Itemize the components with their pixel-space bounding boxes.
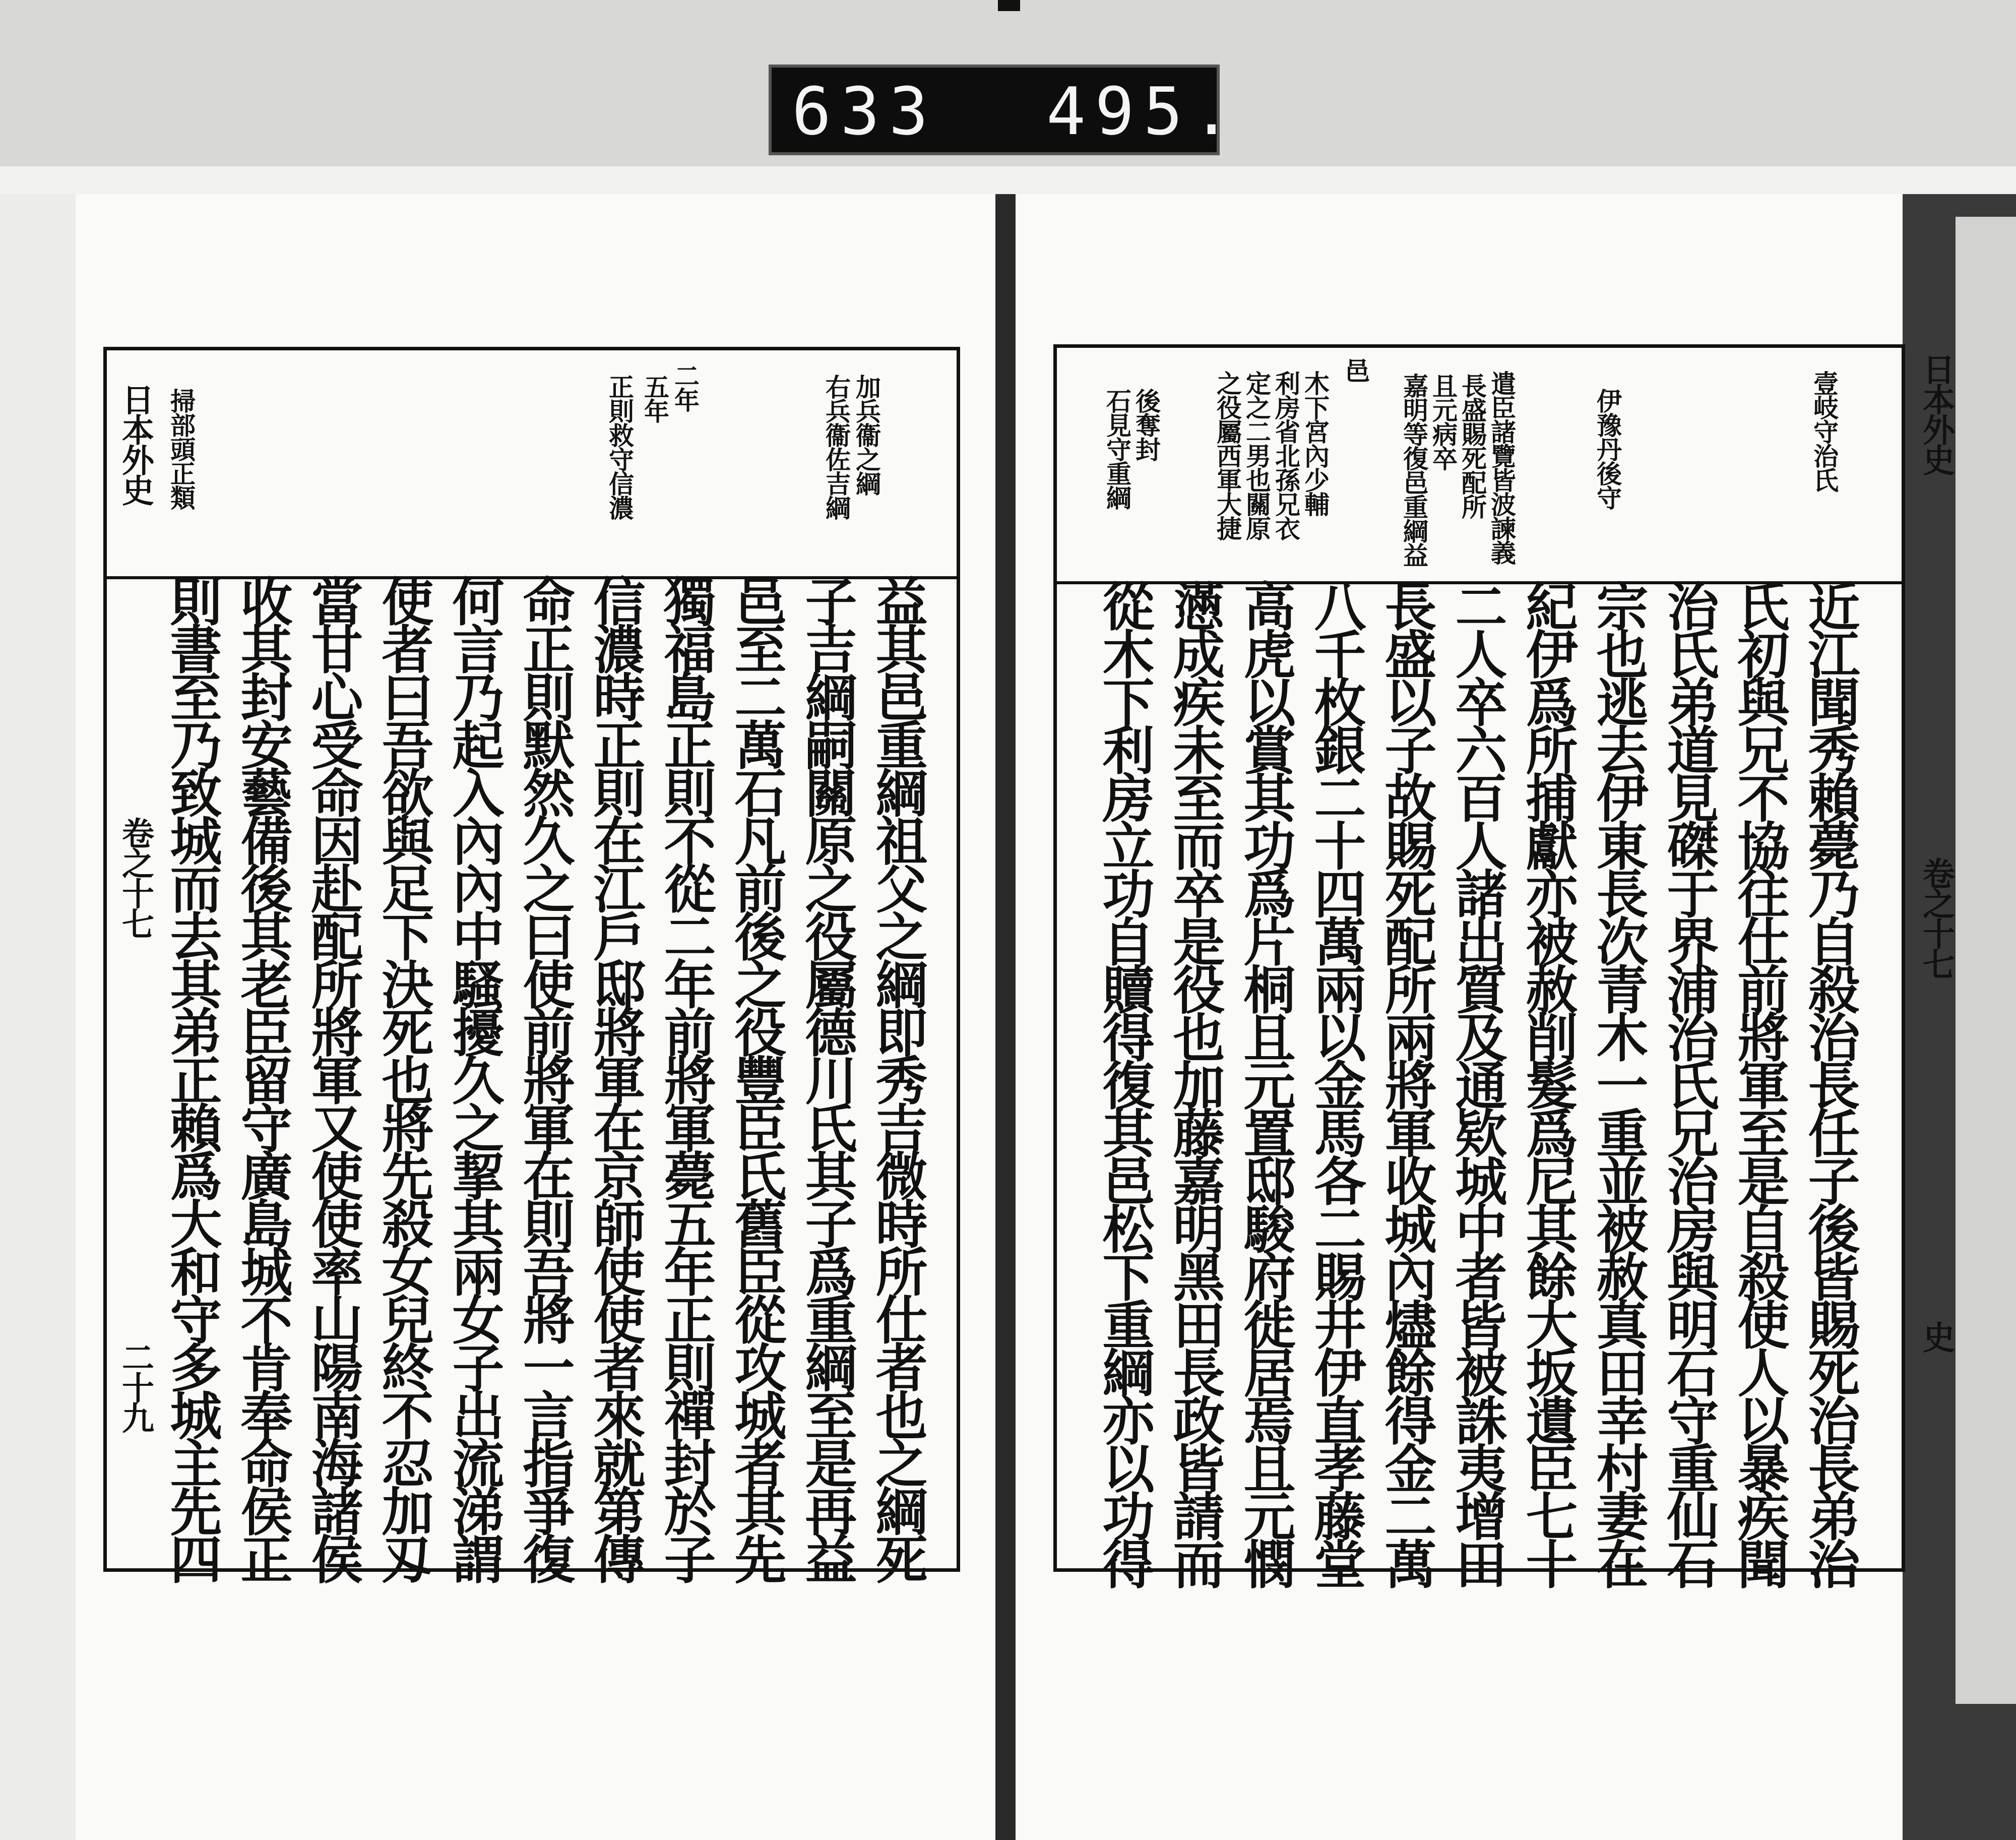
left-column-3: 邑至二萬石凡前後之役豐臣氏舊臣從攻城者其先	[726, 575, 787, 1580]
right-note-8: 木下宮內少輔	[1300, 371, 1330, 516]
left-margin-title: 日本外史	[116, 383, 154, 504]
right-margin-fold-mark: 史	[1917, 1321, 1955, 1351]
right-column-10: 懣成疾未至而卒是役也加藤嘉明黑田長政皆請而	[1164, 580, 1225, 1585]
archive-number-right: 495.	[1046, 73, 1241, 150]
left-book-edge	[0, 194, 76, 1840]
right-column-1: 近江聞秀賴薨乃自殺治長任子後皆賜死治長弟治	[1799, 580, 1860, 1585]
right-margin-volume: 卷之十七	[1917, 857, 1955, 978]
left-note-2: 右兵衞佐吉綱	[822, 374, 851, 519]
left-column-10: 收其封安藝備後其老臣留守廣島城不肯奉命侯正	[232, 575, 293, 1580]
right-note-1: 壹岐守治氏	[1809, 371, 1839, 492]
left-note-1: 加兵衞之綱	[852, 374, 881, 495]
left-column-9: 當甘心受命因赴配所將軍又使使率山陽南海諸侯	[302, 575, 363, 1580]
left-column-8: 使者曰吾欲與足下決死也將先殺女兒終不忍加刄	[373, 575, 434, 1580]
right-note-7: 邑	[1341, 358, 1370, 382]
right-column-9: 高虎以賞其功爲片桐且元置邸駿府徙居焉且元憫	[1235, 580, 1296, 1585]
right-note-12: 後奪封	[1131, 388, 1161, 461]
right-column-8: 八千枚銀二十四萬兩以金馬各二賜井伊直孝藤堂	[1305, 580, 1366, 1585]
left-margin-volume: 卷之十七	[116, 817, 154, 938]
right-column-2: 氏初與兄不協往仕前將軍至是自殺使人以暴疾聞	[1729, 580, 1790, 1585]
archive-number-left: 633	[792, 73, 937, 150]
right-note-10: 定之二男也關原	[1242, 371, 1272, 540]
left-column-6: 命正則默然久之曰使前將軍在則吾將一言指爭復	[514, 575, 575, 1580]
right-column-11: 從木下利房立功自贖得復其邑松下重綱亦以功得	[1094, 580, 1155, 1585]
right-column-7: 長盛以子故賜死配所兩將軍收城內燼餘得金二萬	[1376, 580, 1437, 1585]
left-column-2: 子吉綱嗣關原之役屬德川氏其子爲重綱至是再益	[796, 575, 857, 1580]
right-book-edge-paper	[1956, 217, 2016, 1704]
right-note-4: 長盛賜死配所	[1458, 373, 1487, 518]
right-column-6: 二人卒六百人諸出質及通欵城中者皆被誅夷增田	[1446, 580, 1507, 1585]
right-note-3: 遣臣諸覽皆波諫義	[1487, 371, 1517, 564]
right-column-3: 治氏弟道見磔于界浦治氏兄治房與明石守重仙石	[1658, 580, 1719, 1585]
right-column-4: 宗也逃去伊東長次青木一重並被赦真田幸村妻在	[1588, 580, 1649, 1585]
left-column-5: 信濃時正則在江戶邸將軍在京師使使者來就第傳	[585, 575, 646, 1580]
spine-marker	[998, 0, 1020, 11]
left-note-4: 五年	[640, 374, 670, 422]
left-note-5: 正則救守信濃	[605, 374, 635, 519]
left-column-11: 則書至乃致城而去其弟正賴爲大和守多城主先四	[161, 575, 222, 1580]
archive-number-plate	[769, 65, 1241, 155]
left-margin-page-number: 二十九	[116, 1341, 154, 1432]
right-margin-title: 日本外史	[1917, 353, 1955, 474]
right-column-5: 紀伊爲所捕獻亦被赦削髮爲尼其餘大坂遺臣七十	[1517, 580, 1578, 1585]
left-column-7: 何言乃起入內內中騷擾久之挈其兩女子出流涕謂	[444, 575, 505, 1580]
right-note-2: 伊豫丹後守	[1593, 388, 1622, 509]
book-gutter	[995, 194, 1016, 1840]
left-column-4: 獨福島正則不從二年前將軍薨五年正則禪封於子	[655, 575, 716, 1580]
right-note-13: 石見守重綱	[1102, 388, 1132, 509]
left-note-3: 二年	[670, 363, 700, 411]
right-note-11: 之役屬西軍大捷	[1213, 371, 1242, 540]
left-column-1: 益其邑重綱祖父之綱即秀吉微時所仕者也之綱死	[867, 575, 928, 1580]
left-note-6: 掃部頭正類	[166, 388, 196, 509]
right-note-6: 嘉明等復邑重綱益	[1399, 373, 1429, 567]
right-note-5: 且元病卒	[1428, 373, 1458, 470]
right-note-9: 利房省北孫兄衣	[1271, 371, 1301, 540]
